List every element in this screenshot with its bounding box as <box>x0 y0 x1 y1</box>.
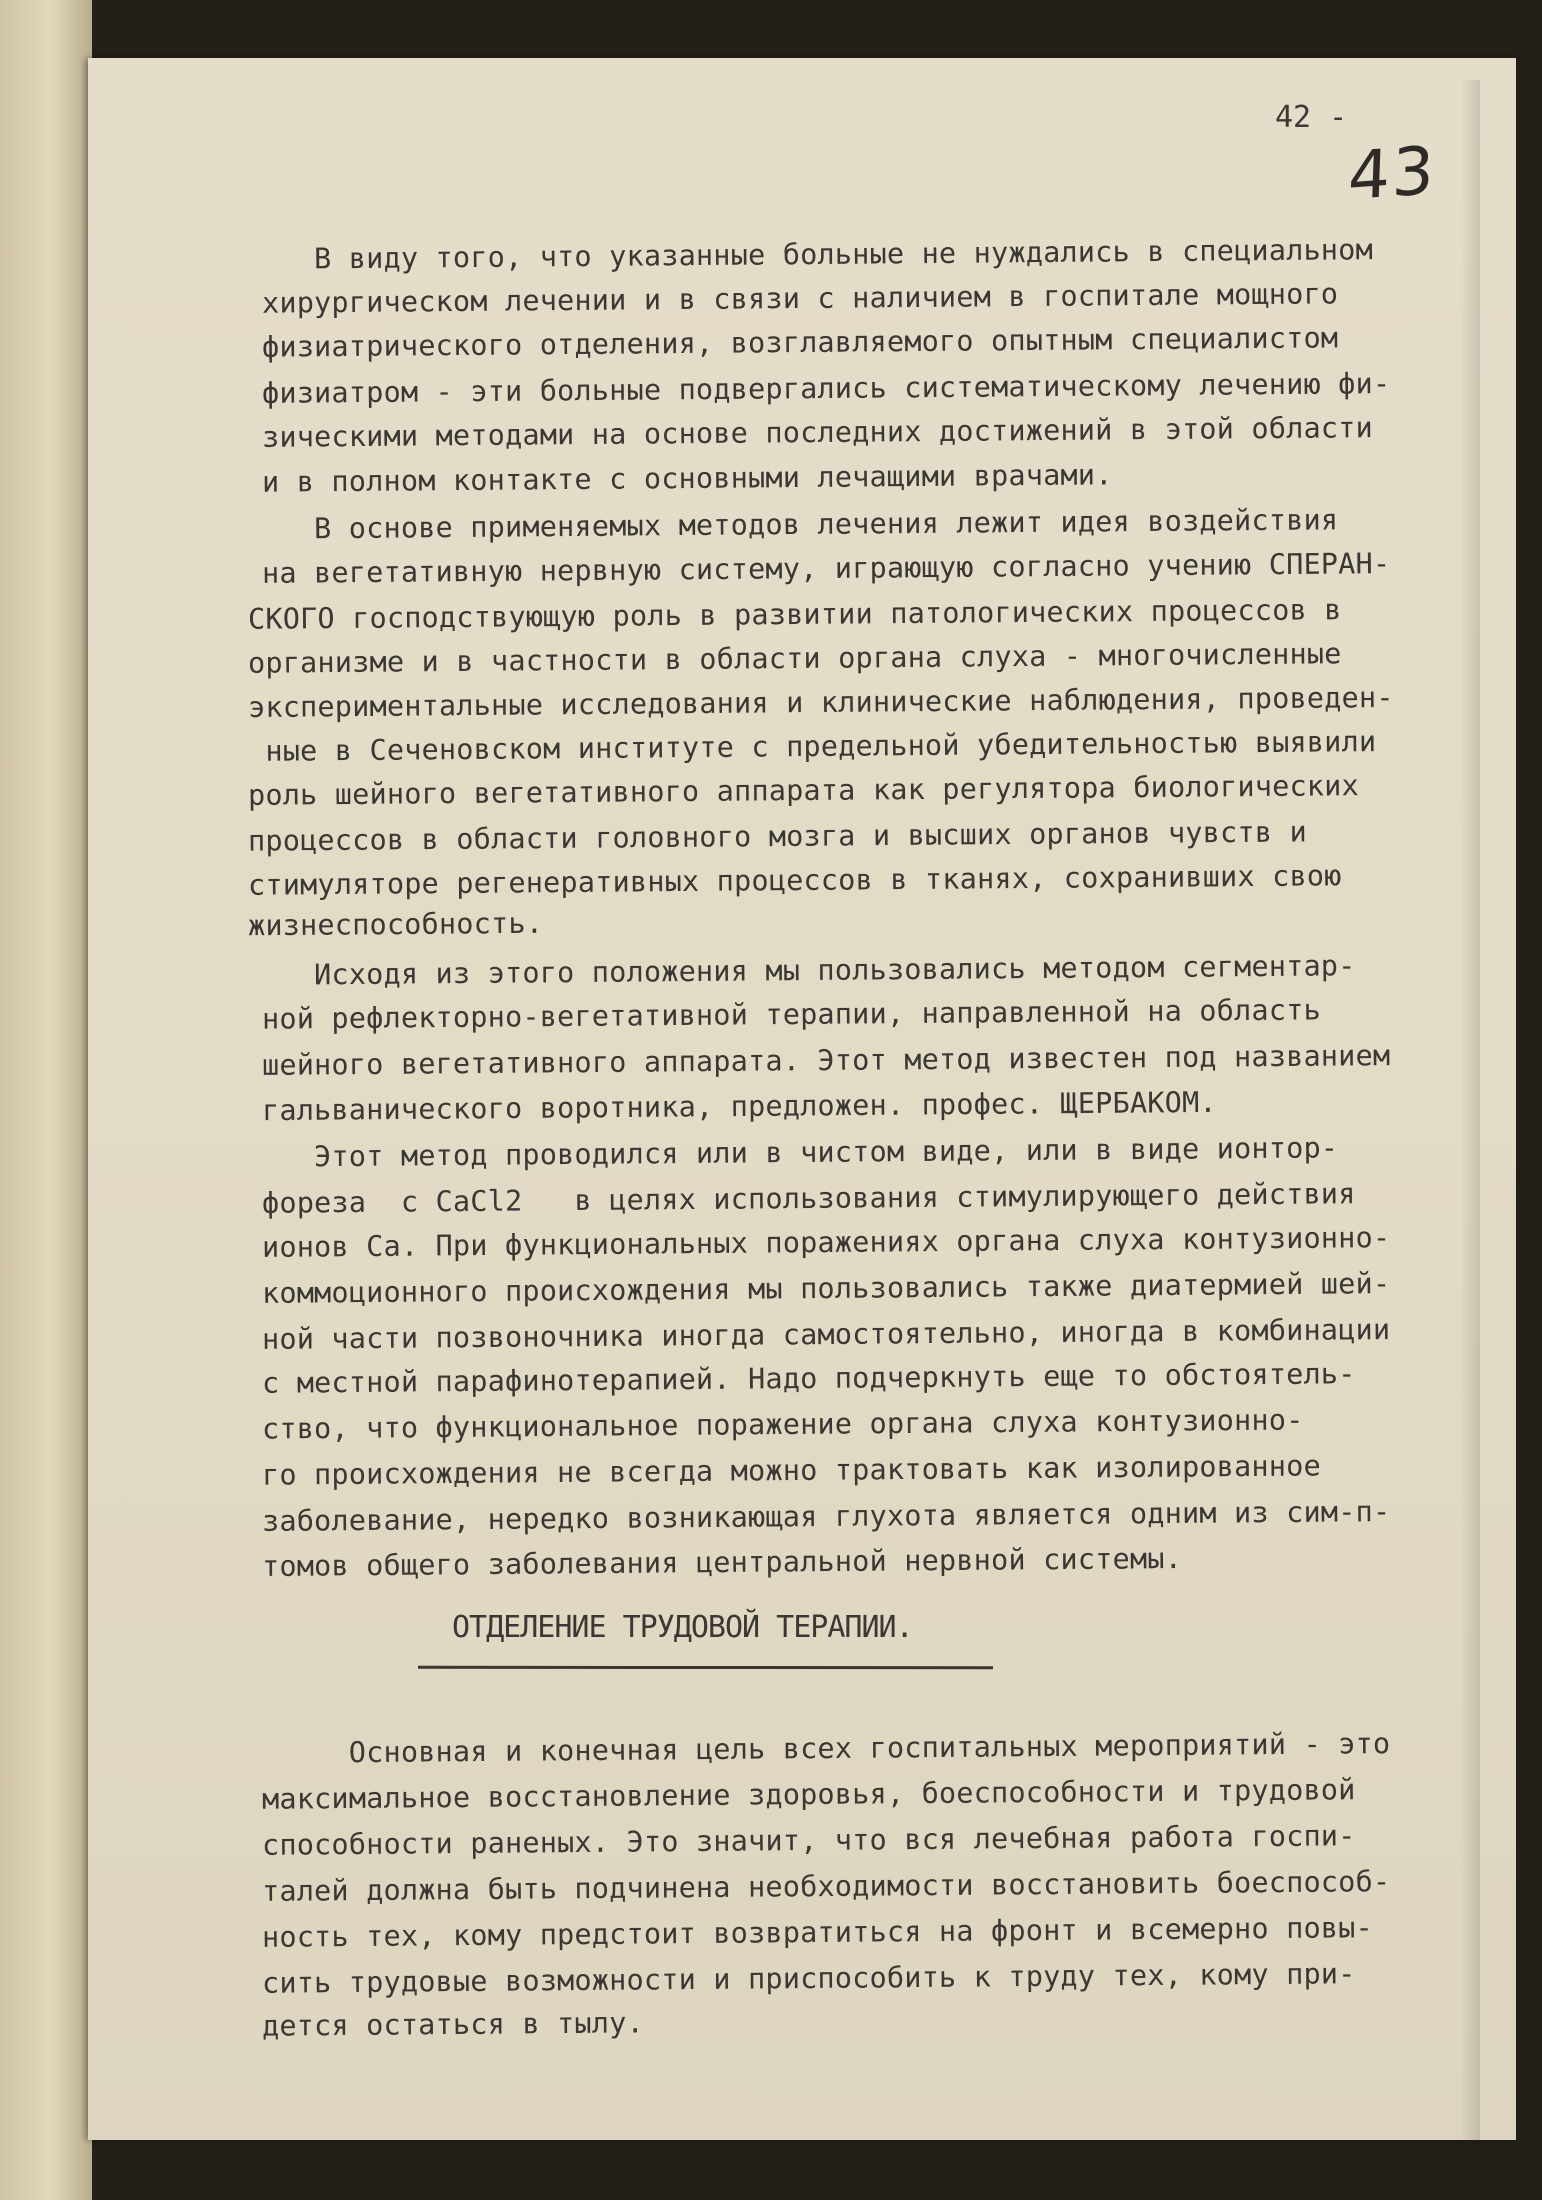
page-number: 42 - <box>1275 100 1348 135</box>
text-line: максимальное восстановление здоровья, боеспособности и трудовой <box>261 1773 1356 1816</box>
text-line: ность тех, кому предстоит возвратиться на фронт и всемерно повы- <box>261 1911 1374 1954</box>
text-line: процессов в области головного мозга и высших органов чувств и <box>247 815 1307 858</box>
text-line: го происхождения не всегда можно трактовать как изолированное <box>261 1449 1321 1492</box>
text-line: физиатром - эти больные подвергались систематическому лечению фи- <box>261 367 1391 410</box>
text-line: и в полном контакте с основными лечащими врачами. <box>261 458 1113 499</box>
text-line: организме и в частности в области органа слуха - многочисленные <box>247 637 1342 680</box>
text-line: Исходя из этого положения мы пользовались методом сегментар- <box>261 949 1356 992</box>
text-line: роль шейного вегетативного аппарата как регулятора биологических <box>247 769 1360 812</box>
previous-page-edge <box>0 0 92 2200</box>
text-line: хирургическом лечении и в связи с наличием в госпитале мощного <box>261 277 1339 320</box>
text-line: стимуляторе регенеративных процессов в тканях, сохранивших свою <box>247 859 1342 902</box>
text-line: В виду того, что указанные больные не нуждались в специальном <box>261 233 1374 276</box>
text-line: ные в Сеченовском институте с предельной убедительностью выявили <box>247 725 1377 768</box>
handwritten-archive-number: 43 <box>1346 131 1438 216</box>
text-line: ионов Ca. При функциональных поражениях органа слуха контузионно- <box>261 1221 1391 1264</box>
text-line: Основная и конечная цель всех госпитальных мероприятий - это <box>261 1727 1391 1770</box>
text-line: на вегетативную нервную систему, играющую согласно учению СПЕРАН- <box>261 547 1391 590</box>
heading-underline <box>418 1666 993 1670</box>
text-line: зическими методами на основе последних достижений в этой области <box>261 411 1374 454</box>
text-line: ной части позвоночника иногда самостоятельно, иногда в комбинации <box>261 1313 1391 1356</box>
text-line: жизнеспособность. <box>247 906 544 943</box>
page-edge-shadow <box>1460 80 1480 2140</box>
text-line: экспериментальные исследования и клинические наблюдения, проведен- <box>247 681 1394 724</box>
text-line: СКОГО господствующую роль в развитии патологических процессов в <box>247 593 1342 636</box>
section-heading: ОТДЕЛЕНИЕ ТРУДОВОЙ ТЕРАПИИ. <box>452 1610 913 1645</box>
text-line: ство, что функциональное поражение органа слуха контузионно- <box>261 1403 1304 1446</box>
text-line: ной рефлекторно-вегетативной терапии, направленной на область <box>261 993 1321 1036</box>
text-line: томов общего заболевания центральной нервной системы. <box>261 1541 1183 1584</box>
text-line: талей должна быть подчинена необходимости восстановить боеспособ- <box>261 1865 1391 1908</box>
text-line: гальванического воротника, предложен. профес. ЩЕРБАКОМ. <box>261 1085 1217 1128</box>
text-line: В основе применяемых методов лечения лежит идея воздействия <box>261 503 1339 546</box>
text-line: шейного вегетативного аппарата. Этот метод известен под названием <box>261 1039 1391 1082</box>
text-line: физиатрического отделения, возглавляемого опытным специалистом <box>261 321 1339 364</box>
text-line: с местной парафинотерапией. Надо подчеркнуть еще то обстоятель- <box>261 1357 1356 1400</box>
text-line: дется остаться в тылу. <box>261 2006 645 2043</box>
text-line: коммоционного происхождения мы пользовались также диатермией шей- <box>261 1267 1391 1310</box>
text-line: сить трудовые возможности и приспособить к труду тех, кому при- <box>261 1957 1356 2000</box>
text-line: фореза с CaCl2 в целях использования стимулирующего действия <box>261 1177 1356 1220</box>
text-line: способности раненых. Это значит, что вся лечебная работа госпи- <box>261 1819 1356 1862</box>
text-line: заболевание, нередко возникающая глухота является одним из сим-п- <box>261 1495 1391 1538</box>
text-line: Этот метод проводился или в чистом виде, или в виде ионтор- <box>261 1131 1339 1174</box>
